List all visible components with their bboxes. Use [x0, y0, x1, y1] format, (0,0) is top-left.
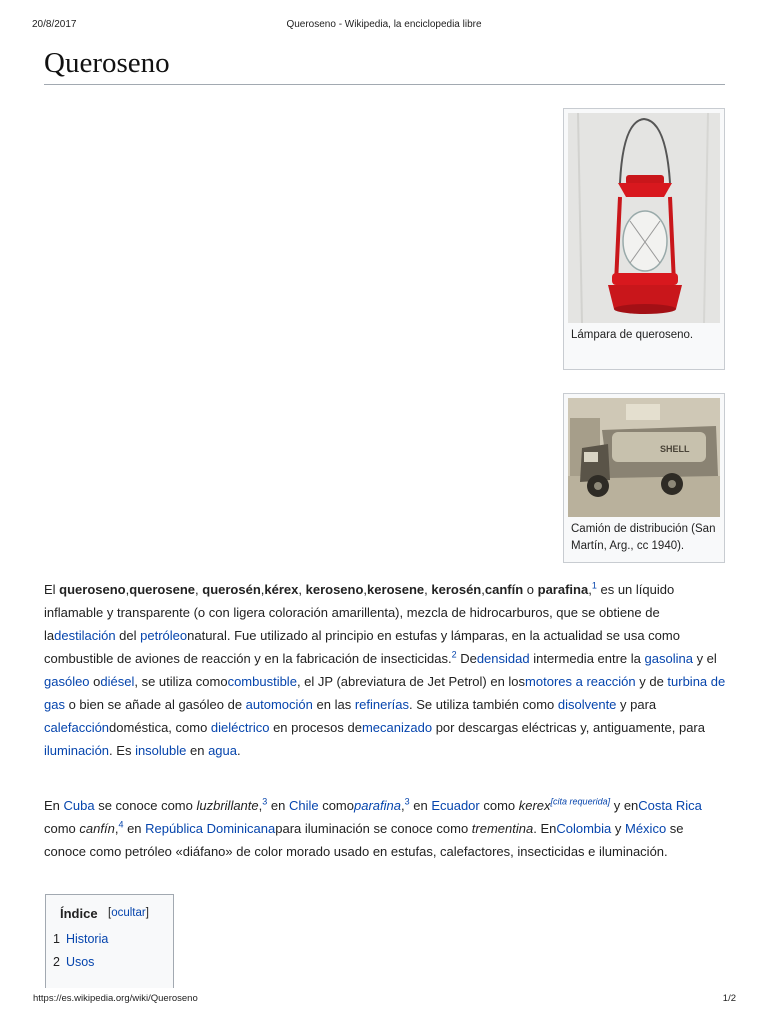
link-gasolina[interactable]: gasolina [644, 651, 693, 666]
toc-item-label[interactable]: Usos [65, 955, 95, 969]
link-mecanizado[interactable]: mecanizado [361, 720, 433, 735]
toc-item-historia[interactable]: 1 Historia [53, 932, 109, 946]
link-refinerias[interactable]: refinerías [354, 697, 410, 712]
link-chile[interactable]: Chile [288, 798, 319, 813]
figure-caption: Camión de distribución (San Martín, Arg., cc 1940). [571, 523, 716, 552]
link-destilacion[interactable]: destilación [54, 628, 116, 643]
svg-text:SHELL: SHELL [660, 444, 690, 454]
link-combustible[interactable]: combustible [227, 674, 297, 689]
link-diesel[interactable]: diésel [100, 674, 135, 689]
toc-hide-link[interactable]: ocultar [111, 907, 146, 919]
link-automocion[interactable]: automoción [245, 697, 313, 712]
link-costa-rica[interactable]: Costa Rica [638, 798, 702, 813]
toc-item-label[interactable]: Historia [65, 932, 109, 946]
figure-truck [563, 393, 725, 563]
toc-title: Índice [60, 906, 98, 921]
link-republica-dominicana[interactable]: República Dominicana [145, 821, 276, 836]
link-densidad[interactable]: densidad [476, 651, 530, 666]
toc-item-usos[interactable]: 2 Usos [53, 955, 95, 969]
reference-link[interactable]: 3 [404, 796, 410, 807]
toc-toggle: [ocultar] [108, 907, 149, 919]
link-petroleo[interactable]: petróleo [140, 628, 188, 643]
regional-names-paragraph: En Cuba se conoce como luzbrillante,$^3$ en Chile comoparafina,$^3$ en Ecuador como kerex[cita requerida] y enCosta Rica como canfín,$^4$ en República Dominicanapara iluminación se conoce como trementina. EnColombia y México se conoce como petróleo «diáfano» de color morado usado en estufas, calefactores, insecticidas e iluminación. [44, 796, 702, 859]
citation-needed-link[interactable]: [cita requerida] [550, 796, 611, 807]
link-insoluble[interactable]: insoluble [135, 743, 187, 758]
reference-link[interactable]: 1 [591, 580, 597, 591]
truck-image[interactable] [568, 398, 720, 517]
link-motores-a-reaccion[interactable]: motores a reacción [525, 674, 636, 689]
link-gasoleo[interactable]: gasóleo [44, 674, 90, 689]
figure-lamp [563, 108, 725, 370]
intro-paragraph: El queroseno,querosene, querosén,kérex, keroseno,kerosene, kerosén,canfín o parafina,$^1$ es un líquido inflamable y transparente (o con ligera coloración amarillenta), mezcla de hidrocarburos, que se obtiene de ladestilación del petróleonatural. Fue utilizado al principio en estufas y lámparas, en la actualidad se usa como combustible de aviones de reacción y en la fabricación de insecticidas.$^2$ Dedensidad intermedia entre la gasolina y el gasóleo odiésel, se utiliza comocombustible, el JP (abreviatura de Jet Petrol) en losmotores a reacción y de turbina de gas o bien se añade al gasóleo de automoción en las refinerías. Se utiliza también como disolvente y para calefaccióndoméstica, como dieléctrico en procesos demecanizado por descargas eléctricas y, antiguamente, para iluminación. Es insoluble en agua. [44, 580, 726, 758]
link-calefaccion[interactable]: calefacción [44, 720, 110, 735]
title-divider [44, 84, 725, 85]
figure-caption: Lámpara de queroseno. [571, 329, 694, 341]
link-colombia[interactable]: Colombia [556, 821, 612, 836]
reference-link[interactable]: 4 [118, 819, 124, 830]
print-page-title: Queroseno - Wikipedia, la enciclopedia libre [286, 19, 482, 30]
print-url: https://es.wikipedia.org/wiki/Queroseno [33, 993, 198, 1004]
reference-link[interactable]: 2 [451, 649, 457, 660]
link-cuba[interactable]: Cuba [63, 798, 95, 813]
link-mexico[interactable]: México [625, 821, 667, 836]
lamp-image[interactable] [568, 113, 720, 323]
reference-link[interactable]: 3 [262, 796, 268, 807]
article-title: Queroseno [44, 47, 170, 79]
link-agua[interactable]: agua [208, 743, 237, 758]
table-of-contents [45, 894, 174, 988]
link-dielectrico[interactable]: dieléctrico [210, 720, 270, 735]
link-parafina[interactable]: parafina [354, 798, 401, 813]
link-ecuador[interactable]: Ecuador [431, 798, 480, 813]
link-disolvente[interactable]: disolvente [557, 697, 617, 712]
print-page-number: 1/2 [722, 993, 736, 1004]
print-date: 20/8/2017 [32, 19, 77, 30]
link-turbina-de-gas[interactable]: turbina de gas [44, 674, 726, 712]
link-iluminacion[interactable]: iluminación [44, 743, 110, 758]
